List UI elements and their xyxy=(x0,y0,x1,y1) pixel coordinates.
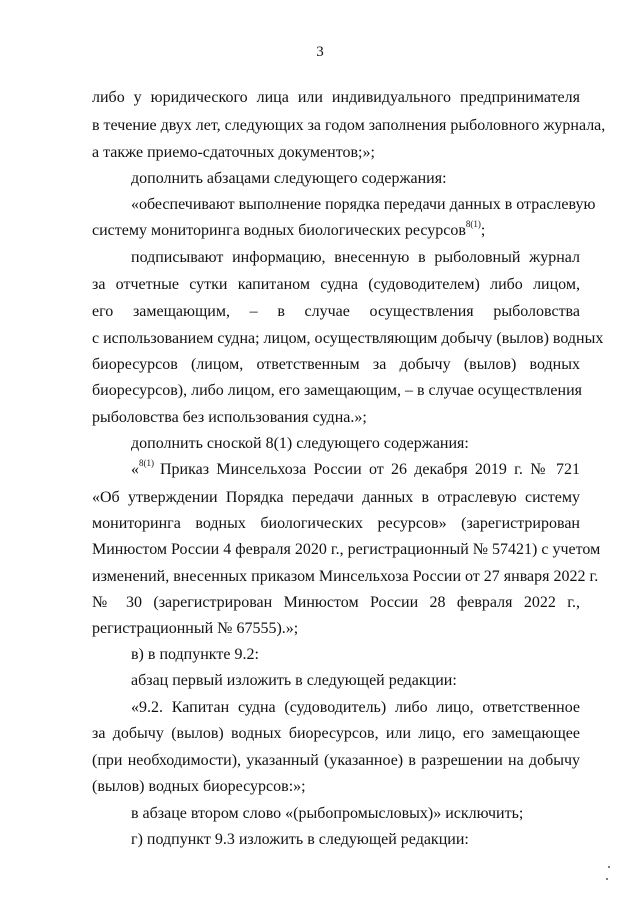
text-line: мониторинга водных биологических ресурсов» (зарегистрирован xyxy=(92,515,580,532)
scan-speck xyxy=(606,878,608,880)
text-line: (при необходимости), указанный (указанное) в разрешении на добычу xyxy=(92,752,580,769)
text-line: а также приемо-сдаточных документов;»; xyxy=(92,144,375,161)
text-line: за добычу (вылов) водных биоресурсов, или лицо, его замещающее xyxy=(92,725,580,742)
text-line: с использованием судна; лицом, осуществляющим добычу (вылов) водных xyxy=(92,330,604,347)
text-segment: Приказ Минсельхоза России от 26 декабря 2019 г. № 721 xyxy=(160,461,580,478)
quote-mark: « xyxy=(131,461,139,478)
page-number: 3 xyxy=(316,44,324,60)
text-line: г) подпункт 9.3 изложить в следующей редакции: xyxy=(131,831,469,848)
text-line: подписывают информацию, внесенную в рыболовный журнал xyxy=(131,249,580,266)
text-line xyxy=(131,457,580,480)
text-line: дополнить абзацами следующего содержания: xyxy=(131,170,447,187)
text-segment: ; xyxy=(480,222,486,239)
text-line: биоресурсов), либо лицом, его замещающим, – в случае осуществления xyxy=(92,382,582,399)
text-line: дополнить сноской 8(1) следующего содержания: xyxy=(131,435,469,452)
text-line: регистрационный № 67555).»; xyxy=(92,620,299,637)
text-line: (вылов) водных биоресурсов:»; xyxy=(92,778,306,795)
text-line: в течение двух лет, следующих за годом заполнения рыболовного журнала, xyxy=(92,117,606,134)
footnote-mark: 8(1) xyxy=(139,457,154,468)
text-line: «Об утверждении Порядка передачи данных в отраслевую систему xyxy=(92,489,580,506)
text-line xyxy=(92,218,580,241)
text-line: Минюстом России 4 февраля 2020 г., регистрационный № 57421) с учетом xyxy=(92,541,601,558)
text-line: за отчетные сутки капитаном судна (судоводителем) либо лицом, xyxy=(92,276,580,293)
text-line: абзац первый изложить в следующей редакции: xyxy=(131,672,457,689)
text-line: в) в подпункте 9.2: xyxy=(131,646,259,663)
text-line: биоресурсов (лицом, ответственным за добычу (вылов) водных xyxy=(92,356,580,373)
text-line: № 30 (зарегистрирован Минюстом России 28 февраля 2022 г., xyxy=(92,594,580,611)
text-line: изменений, внесенных приказом Минсельхоза России от 27 января 2022 г. xyxy=(92,568,599,585)
text-segment: систему мониторинга водных биологических ресурсов xyxy=(92,222,466,239)
footnote-mark: 8(1) xyxy=(465,218,481,229)
text-line: в абзаце втором слово «(рыбопромысловых)» исключить; xyxy=(131,805,524,822)
text-segment xyxy=(131,457,154,480)
text-line: рыболовства без использования судна.»; xyxy=(92,409,367,426)
text-line: «обеспечивают выполнение порядка передачи данных в отраслевую xyxy=(131,196,596,213)
text-line: либо у юридического лица или индивидуального предпринимателя xyxy=(92,89,580,106)
text-line: «9.2. Капитан судна (судоводитель) либо лицо, ответственное xyxy=(131,699,580,716)
text-line: его замещающим, – в случае осуществления рыболовства xyxy=(92,303,580,320)
scan-speck xyxy=(608,866,610,868)
